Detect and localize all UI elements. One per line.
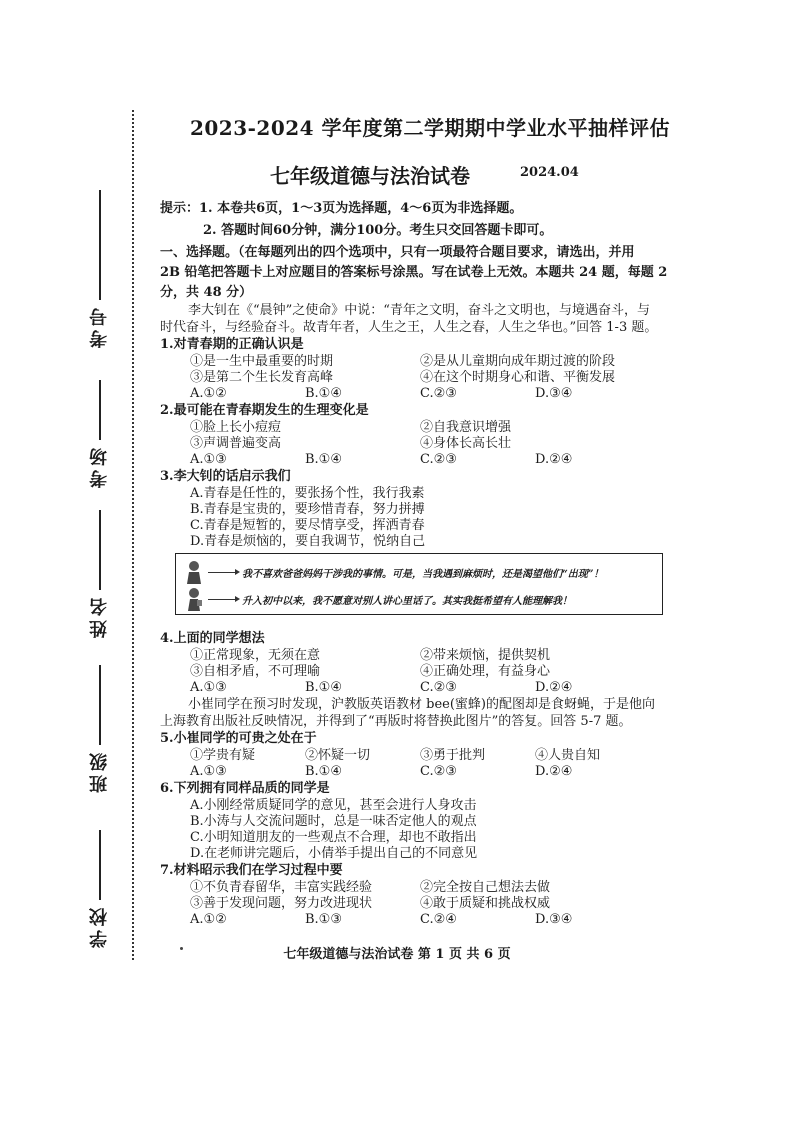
student-figure-icon [184, 560, 204, 584]
q1-option-d[interactable]: D.③④ [535, 386, 573, 401]
section-heading-1: 一、选择题。（在每题列出的四个选项中，只有一项最符合题目要求，请选出，并用 [160, 245, 635, 260]
q3-option-d[interactable]: D.青春是烦恼的，要自我调节，悦纳自己 [190, 534, 426, 549]
comic-row-2 [184, 586, 572, 612]
q6-option-a[interactable]: A.小刚经常质疑同学的意见，甚至会进行人身攻击 [190, 798, 477, 813]
page-title: 2023-2024 学年度第二学期期中学业水平抽样评估 [189, 116, 671, 140]
exam-room-field [70, 380, 130, 492]
q2-option-c[interactable]: C.②③ [420, 452, 457, 467]
cut-line [132, 110, 134, 960]
q7-option-c[interactable]: C.②④ [420, 912, 457, 927]
school-label: 学校 [89, 904, 110, 948]
exam-no-field [70, 190, 130, 352]
q4-stem: 4.上面的同学想法 [160, 631, 265, 646]
q5-statement-1: ①学贵有疑 [190, 748, 256, 763]
q2-statement-3: ③声调普遍变高 [190, 436, 282, 451]
q2-statement-1: ①脸上长小痘痘 [190, 420, 282, 435]
q5-option-b[interactable]: B.①④ [305, 764, 342, 779]
q1-option-a[interactable]: A.①② [190, 386, 227, 401]
q2-statement-2: ②自我意识增强 [420, 420, 512, 435]
class-blank[interactable] [99, 665, 101, 745]
exam-no-label: 考号 [89, 304, 110, 348]
comic-box [175, 553, 663, 615]
q1-stem: 1.对青春期的正确认识是 [160, 337, 304, 352]
q4-option-c[interactable]: C.②③ [420, 680, 457, 695]
q4-option-b[interactable]: B.①④ [305, 680, 342, 695]
class-label: 班级 [89, 749, 110, 793]
q1-option-c[interactable]: C.②③ [420, 386, 457, 401]
q2-option-d[interactable]: D.②④ [535, 452, 573, 467]
section-heading-2: 2B 铅笔把答题卡上对应题目的答案标号涂黑。写在试卷上无效。本题共 24 题，每题 2 [160, 265, 668, 280]
exam-room-blank[interactable] [99, 380, 101, 440]
exam-no-blank[interactable] [99, 190, 101, 300]
q2-statement-4: ④身体长高长壮 [420, 436, 512, 451]
q5-stem: 5.小崔同学的可贵之处在于 [160, 731, 317, 746]
q4-statement-2: ②带来烦恼，提供契机 [420, 648, 551, 663]
note-line-2: 2. 答题时间60分钟，满分100分。考生只交回答题卡即可。 [203, 223, 553, 238]
note-line-1: 提示：1. 本卷共6页，1～3页为选择题，4～6页为非选择题。 [160, 201, 523, 216]
speech-arrow-icon [208, 599, 238, 600]
q7-option-d[interactable]: D.③④ [535, 912, 573, 927]
material-2-line-2: 上海教育出版社反映情况，并得到了“再版时将替换此图片”的答复。回答 5-7 题。 [160, 714, 632, 729]
q1-statement-4: ④在这个时期身心和谐、平衡发展 [420, 370, 616, 385]
q1-statement-3: ③是第二个生长发育高峰 [190, 370, 334, 385]
q5-statement-3: ③勇于批判 [420, 748, 486, 763]
q4-option-a[interactable]: A.①③ [190, 680, 227, 695]
exam-date: 2024.04 [520, 165, 579, 180]
comic-text-2: 升入初中以来，我不愿意对别人讲心里话了。其实我挺希望有人能理解我！ [242, 595, 572, 607]
q6-option-c[interactable]: C.小明知道朋友的一些观点不合理，却也不敢指出 [190, 830, 477, 845]
q3-stem: 3.李大钊的话启示我们 [160, 469, 291, 484]
school-blank[interactable] [99, 830, 101, 900]
q6-stem: 6.下列拥有同样品质的同学是 [160, 781, 330, 796]
q4-statement-3: ③自相矛盾，不可理喻 [190, 664, 321, 679]
student-figure-icon [184, 587, 204, 611]
q4-statement-1: ①正常现象，无须在意 [190, 648, 321, 663]
q2-option-a[interactable]: A.①③ [190, 452, 227, 467]
page-subtitle: 七年级道德与法治试卷 [270, 164, 470, 188]
q3-option-c[interactable]: C.青春是短暂的，要尽情享受，挥洒青春 [190, 518, 425, 533]
q7-option-b[interactable]: B.①③ [305, 912, 342, 927]
q1-statement-1: ①是一生中最重要的时期 [190, 354, 334, 369]
page-footer: 七年级道德与法治试卷 第 1 页 共 6 页 [283, 947, 511, 962]
school-field [70, 830, 130, 952]
name-label: 姓名 [89, 594, 110, 638]
q7-stem: 7.材料昭示我们在学习过程中要 [160, 863, 343, 878]
q5-option-c[interactable]: C.②③ [420, 764, 457, 779]
q1-statement-2: ②是从儿童期向成年期过渡的阶段 [420, 354, 616, 369]
q7-statement-1: ①不负青春留华，丰富实践经验 [190, 880, 373, 895]
speech-arrow-icon [208, 572, 238, 573]
scan-speck [180, 947, 183, 950]
q4-statement-4: ④正确处理，有益身心 [420, 664, 551, 679]
q5-option-a[interactable]: A.①③ [190, 764, 227, 779]
q7-statement-2: ②完全按自己想法去做 [420, 880, 551, 895]
q5-option-d[interactable]: D.②④ [535, 764, 573, 779]
comic-text-1: 我不喜欢爸爸妈妈干涉我的事情。可是，当我遇到麻烦时，还是渴望他们“出现”！ [242, 568, 604, 580]
q5-statement-4: ④人贵自知 [535, 748, 601, 763]
q4-option-d[interactable]: D.②④ [535, 680, 573, 695]
material-2-line-1: 小崔同学在预习时发现，沪教版英语教材 bee(蜜蜂)的配图却是食蚜蝇，于是他向 [188, 697, 655, 712]
q7-option-a[interactable]: A.①② [190, 912, 227, 927]
q7-statement-3: ③善于发现问题，努力改进现状 [190, 896, 373, 911]
material-1-line-2: 时代奋斗，与经验奋斗。故青年者，人生之王，人生之春，人生之华也。”回答 1-3 题。 [160, 320, 658, 335]
q3-option-a[interactable]: A.青春是任性的，要张扬个性，我行我素 [190, 486, 425, 501]
q1-option-b[interactable]: B.①④ [305, 386, 342, 401]
q6-option-b[interactable]: B.小涛与人交流问题时，总是一味否定他人的观点 [190, 814, 477, 829]
section-heading-3: 分，共 48 分） [160, 285, 253, 300]
name-blank[interactable] [99, 510, 101, 590]
q6-option-d[interactable]: D.在老师讲完题后，小倩举手提出自己的不同意见 [190, 846, 478, 861]
q2-option-b[interactable]: B.①④ [305, 452, 342, 467]
q5-statement-2: ②怀疑一切 [305, 748, 371, 763]
name-field [70, 510, 130, 642]
exam-room-label: 考场 [89, 444, 110, 488]
q3-option-b[interactable]: B.青春是宝贵的，要珍惜青春，努力拼搏 [190, 502, 425, 517]
q2-stem: 2.最可能在青春期发生的生理变化是 [160, 403, 369, 418]
binding-strip [70, 110, 140, 960]
material-1-line-1: 李大钊在《“晨钟”之使命》中说：“青年之文明，奋斗之文明也，与境遇奋斗，与 [188, 303, 650, 318]
q7-statement-4: ④敢于质疑和挑战权威 [420, 896, 551, 911]
class-field [70, 665, 130, 797]
comic-row-1 [184, 559, 604, 585]
